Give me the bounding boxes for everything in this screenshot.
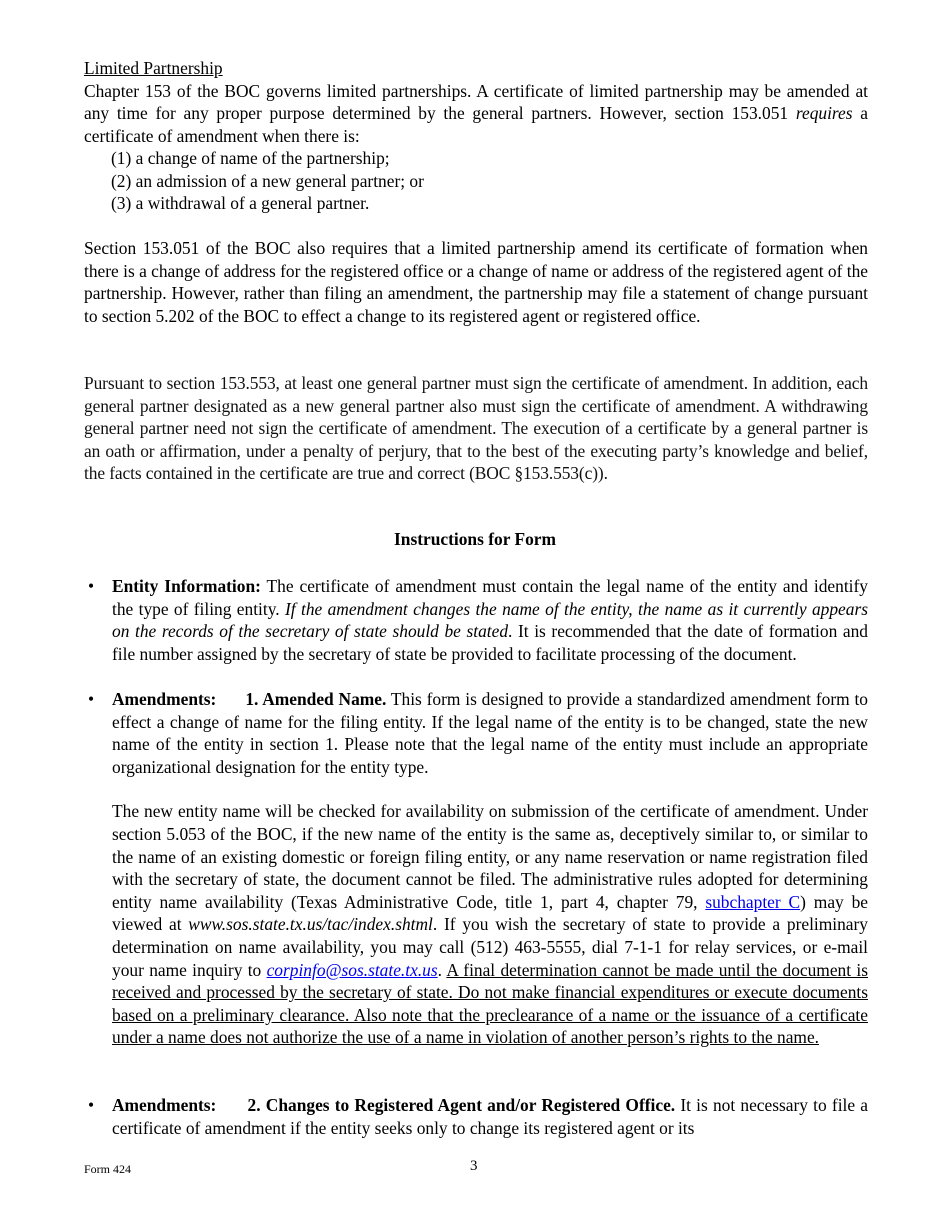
form-number: Form 424: [84, 1162, 132, 1176]
section-heading: Limited Partnership: [84, 58, 223, 78]
intro-paragraph: Chapter 153 of the BOC governs limited partnerships. A certificate of limited partnership may be amended at any time for any proper purpose determined by the general partners. However, section 153.051 requires a certificate of amendment when there is:: [84, 80, 868, 146]
list-item: (2) an admission of a new general partner; or: [111, 170, 424, 191]
tac-url: www.sos.state.tx.us/tac/index.shtml: [188, 914, 433, 935]
bullet-icon: •: [88, 1095, 95, 1115]
intro-section: [84, 57, 868, 147]
list-item: (1) a change of name of the partnership;: [111, 148, 390, 168]
bullet-registered-agent: • Amendments: 2. Changes to Registered Agent and/or Registered Office. It is not necessary to file a certificate of amendment if the entity seeks only to change its registered agent or its: [88, 1095, 868, 1138]
registered-office-paragraph: Section 153.051 of the BOC also requires that a limited partnership amend its certificate of formation when there is a change of address for the registered office or a change of name or address of the registered agent of the partnership. However, rather than filing an amendment, the partnership may file a statement of change pursuant to section 5.202 of the BOC to effect a change to its registered agent or registered office.: [84, 238, 868, 326]
signing-paragraph: Pursuant to section 153.553, at least one general partner must sign the certificate of amendment. In addition, each general partner designated as a new general partner also must sign the certificate of amendment. A withdrawing general partner need not sign the certificate of amendment. The execution of a certificate by a general partner is an oath or affirmation, under a penalty of perjury, that to the best of the executing party’s knowledge and belief, the facts contained in the certificate are true and correct (BOC §153.553(c)).: [84, 373, 868, 484]
instructions-title: Instructions for Form: [394, 529, 556, 549]
page-number: 3: [470, 1158, 478, 1174]
bullet-entity-information: • Entity Information: The certificate of amendment must contain the legal name of the entity and identify the type of filing entity. If the amendment changes the name of the entity, the name as it currently appears on the records of the secretary of state should be stated. It is recommended that the date of formation and file number assigned by the secretary of state be provided to facilitate processing of the document.: [88, 576, 868, 664]
subchapter-c-link[interactable]: subchapter C: [705, 891, 801, 912]
amendment-reasons-list: [111, 147, 424, 215]
bullet-amended-name: • Amendments: 1. Amended Name. This form is designed to provide a standardized amendment form to effect a change of name for the filing entity. If the legal name of the entity is to be changed, state the new name of the entity in section 1. Please note that the legal name of the entity must include an appropriate organizational designation for the entity type. The new entity name will be checked for availability on submission of the certificate of amendment. Under section 5.053 of the BOC, if the new name of the entity is the same as, deceptively similar to, or similar to the name of an existing domestic or foreign filing entity, or any name reservation or name registration filed with the secretary of state, the document cannot be filed. The administrative rules adopted for determining entity name availability (Texas Administrative Code, title 1, part 4, chapter 79, subchapter C) may be viewed at www.sos.state.tx.us/tac/index.shtml. If you wish the secretary of state to provide a preliminary determination on name availability, you may call (512) 463-5555, dial 7-1-1 for relay services, or e-mail your name inquiry to corpinfo@sos.state.tx.us. A final determination cannot be made until the document is received and processed by the secretary of state. Do not make financial expenditures or execute documents based on a preliminary clearance. Also note that the preclearance of a name or the issuance of a certificate under a name does not authorize the use of a name in violation of another person’s rights to the name.: [88, 689, 868, 1048]
list-item: (3) a withdrawal of a general partner.: [111, 193, 370, 214]
bullet-icon: •: [88, 689, 95, 709]
email-link[interactable]: corpinfo@sos.state.tx.us: [266, 959, 438, 980]
bullet-icon: •: [88, 576, 95, 596]
